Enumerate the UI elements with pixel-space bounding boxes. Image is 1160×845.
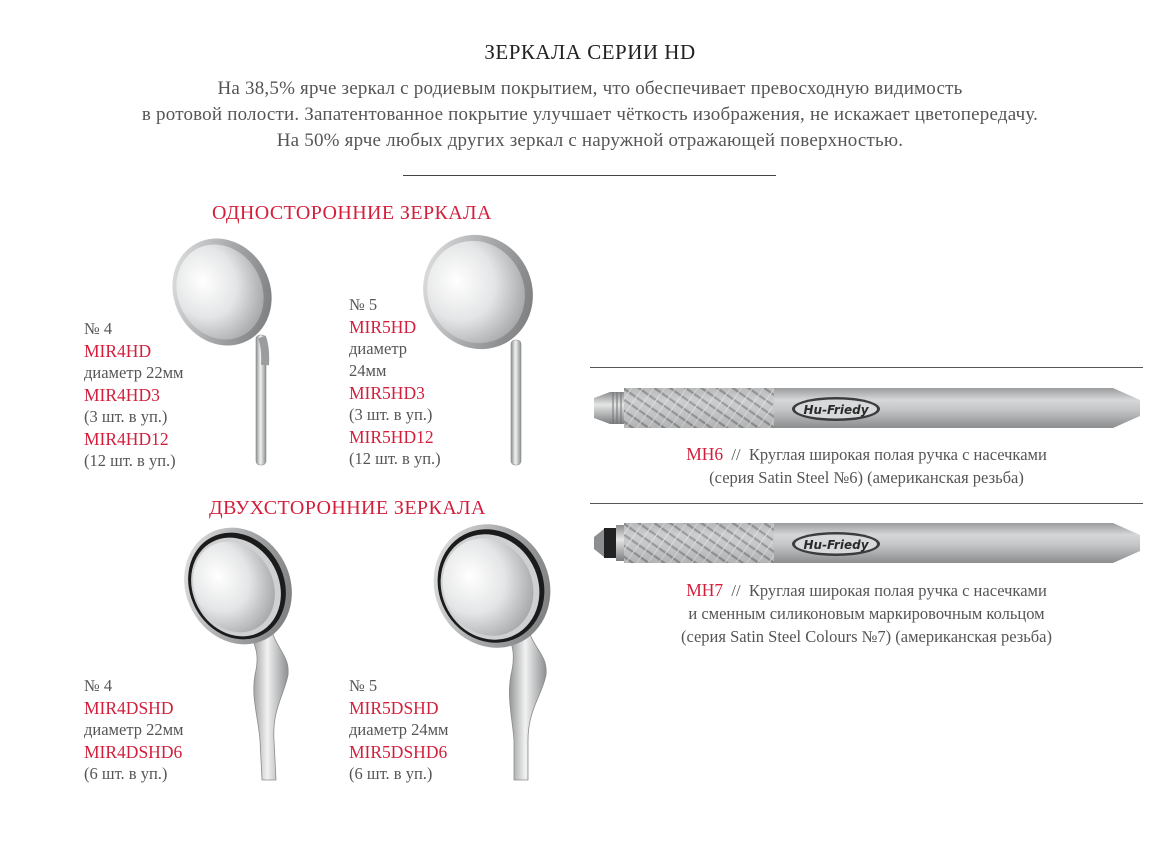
intro-text [0, 76, 1160, 154]
product-code: MIR4HD [84, 341, 152, 361]
mirror-4-single-image [170, 240, 290, 470]
item-number: № 5 [349, 676, 378, 695]
item-number: № 4 [84, 319, 113, 338]
handle-description: и сменным силиконовым маркировочным кольцом [688, 604, 1045, 623]
pack-code: MIR4HD3 [84, 385, 160, 405]
diameter: диаметр 24мм [349, 720, 449, 739]
mirror-5-double-specs [349, 675, 448, 785]
item-number: № 5 [349, 295, 378, 314]
product-code: MH6 [686, 444, 724, 464]
pack-code: MIR4HD12 [84, 429, 169, 449]
mirror-4-single-specs [84, 318, 183, 472]
handle-divider [590, 503, 1143, 504]
double-sided-heading: ДВУХСТОРОННИЕ ЗЕРКАЛА [209, 497, 486, 519]
product-code: MIR5HD [349, 317, 417, 337]
handle-description: (серия Satin Steel Colours №7) (американская резьба) [680, 627, 1053, 646]
item-number: № 4 [84, 676, 113, 695]
handle-description: (серия Satin Steel №6) (американская резьба) [709, 468, 1024, 487]
handle-mh6-image [588, 380, 1148, 436]
pack-code: MIR5HD12 [349, 427, 434, 447]
handle-description: Круглая широкая полая ручка с насечками [748, 445, 1047, 464]
mirror-4-double-specs [84, 675, 183, 785]
pack-code: MIR5DSHD6 [349, 742, 448, 762]
separator: // [731, 445, 741, 464]
diameter: диаметр 22мм [84, 720, 184, 739]
pack-note: (6 шт. в уп.) [84, 764, 168, 783]
pack-code: MIR5HD3 [349, 383, 425, 403]
pack-note: (12 шт. в уп.) [349, 449, 441, 468]
separator: // [731, 581, 741, 600]
product-code: MIR4DSHD [84, 698, 174, 718]
pack-note: (12 шт. в уп.) [84, 451, 176, 470]
intro-line: На 38,5% ярче зеркал с родиевым покрытием, что обеспечивает превосходную видимость [217, 78, 963, 99]
diameter: диаметр 22мм [84, 363, 184, 382]
mirror-4-double-image [180, 530, 310, 785]
page-title: ЗЕРКАЛА СЕРИИ HD [484, 40, 696, 64]
handle-mh6-caption [590, 443, 1143, 489]
handle-divider [590, 367, 1143, 368]
mirror-5-double-image [430, 530, 570, 785]
mirror-5-single-specs [349, 294, 441, 470]
diameter: диаметр [349, 339, 407, 358]
pack-note: (6 шт. в уп.) [349, 764, 433, 783]
diameter: 24мм [349, 361, 387, 380]
handle-mh7-image [588, 515, 1148, 571]
brand-logo: Hu-Friedy [803, 403, 869, 417]
pack-code: MIR4DSHD6 [84, 742, 183, 762]
product-code: MH7 [686, 580, 724, 600]
brand-logo: Hu-Friedy [803, 538, 869, 552]
product-code: MIR5DSHD [349, 698, 439, 718]
title-divider [403, 175, 776, 176]
single-sided-heading: ОДНОСТОРОННИЕ ЗЕРКАЛА [212, 202, 492, 224]
handle-mh7-caption [590, 579, 1143, 648]
handle-description: Круглая широкая полая ручка с насечками [748, 581, 1047, 600]
pack-note: (3 шт. в уп.) [84, 407, 168, 426]
intro-line: На 50% ярче любых других зеркал с наружной отражающей поверхностью. [276, 130, 904, 151]
pack-note: (3 шт. в уп.) [349, 405, 433, 424]
intro-line: в ротовой полости. Запатентованное покрытие улучшает чёткость изображения, не искажает цветопередачу. [141, 104, 1039, 125]
